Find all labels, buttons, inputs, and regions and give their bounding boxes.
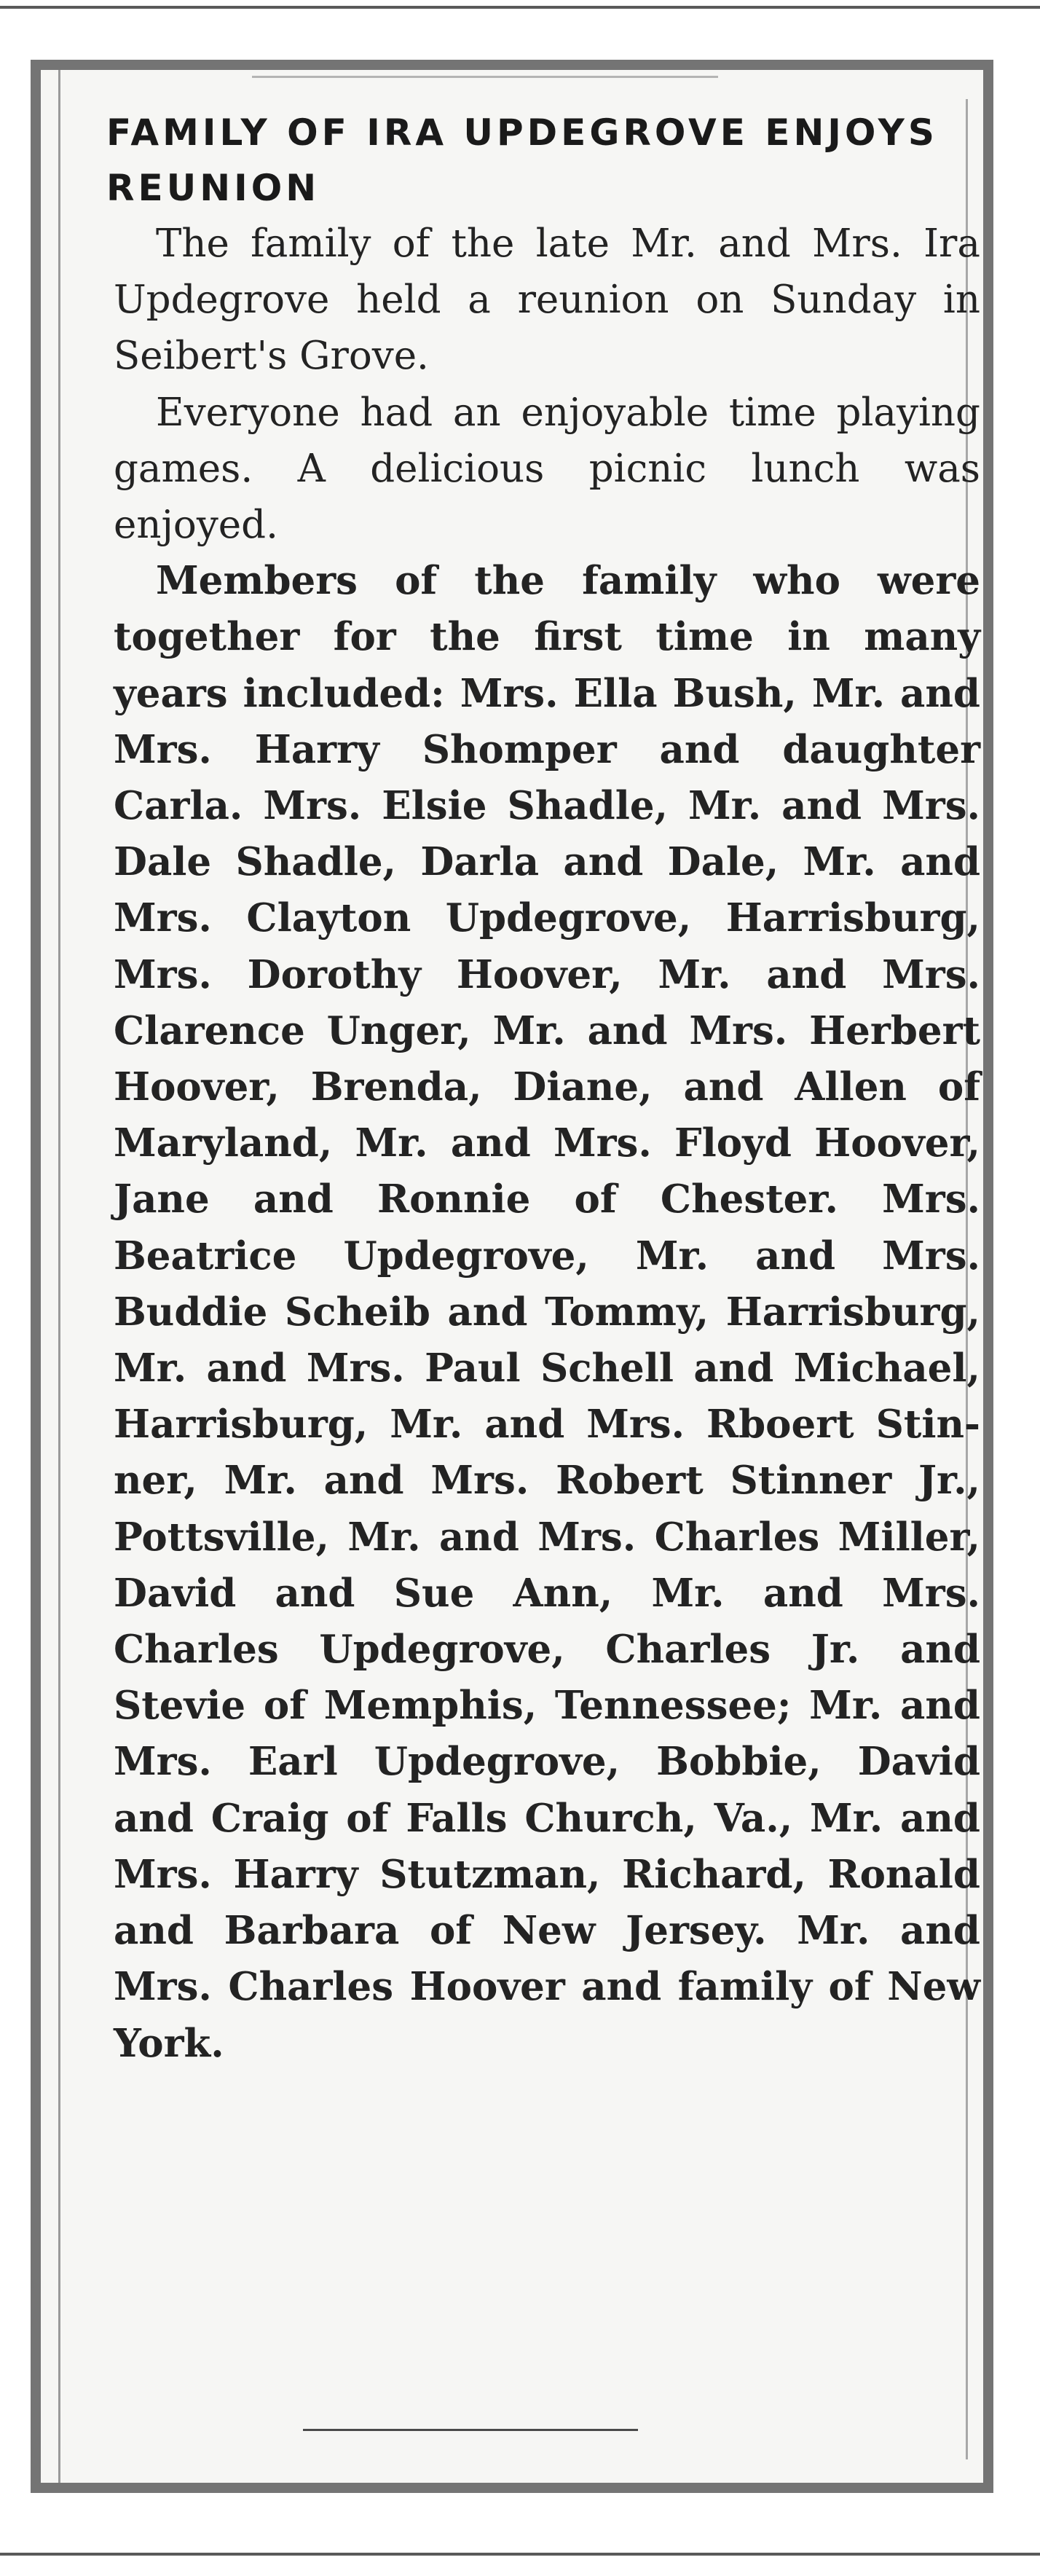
- paragraph-intro: The family of the late Mr. and Mrs. Ira Updegrove held a reunion on Sunday in Seibert's Grove.: [114, 221, 980, 379]
- article-body: [114, 216, 980, 2072]
- article-headline: FAMILY OF IRA UPDEGROVE ENJOYS REUNION: [106, 111, 938, 209]
- newspaper-clipping: [31, 60, 993, 2493]
- paragraph-activities: Everyone had an enjoyable time playing games. A delicious picnic lunch was enjoyed.: [114, 390, 980, 548]
- end-rule: [303, 2429, 638, 2431]
- paragraph-attendees: Members of the family who were together for the first time in many years included: Mrs. Ella Bush, Mr. and Mrs. Harry Shomper and daughter Carla. Mrs. Elsie Shadle, Mr. and Mrs. Dale Shadle, Darla and Dale, Mr. and Mrs. Clayton Updegrove, Harrisburg, Mrs. Dorothy Hoover, Mr. and Mrs. Clarence Unger, Mr. and Mrs. Herbert Hoover, Brenda, Diane, and Allen of Maryland, Mr. and Mrs. Floyd Hoover, Jane and Ronnie of Chester. Mrs. Beatrice Updegrove, Mr. and Mrs. Buddie Scheib and Tommy, Harrisburg, Mr. and Mrs. Paul Schell and Michael, Harrisburg, Mr. and Mrs. Rboert Stinner, Mr. and Mrs. Robert Stinner Jr., Pottsville, Mr. and Mrs. Charles Miller, David and Sue Ann, Mr. and Mrs. Charles Updegrove, Charles Jr. and Stevie of Memphis, Tennessee; Mr. and Mrs. Earl Updegrove, Bobbie, David and Craig of Falls Church, Va., Mr. and Mrs. Harry Stutzman, Richard, Ronald and Barbara of New Jersey. Mr. and Mrs. Charles Hoover and family of New York.: [114, 558, 980, 2066]
